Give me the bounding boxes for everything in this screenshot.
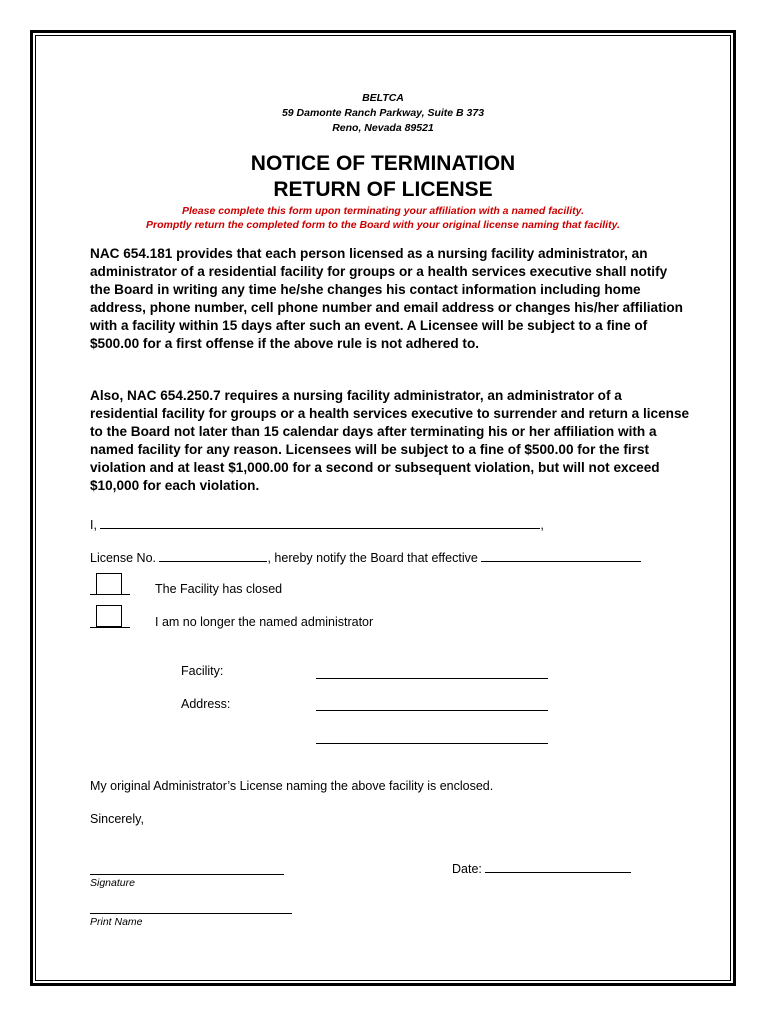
body-paragraph-2 xyxy=(90,387,690,495)
signature-label: Signature xyxy=(90,877,135,889)
checkbox-1-underline xyxy=(90,594,130,595)
name-suffix: , xyxy=(540,518,544,532)
title-line1: NOTICE OF TERMINATION xyxy=(250,152,516,175)
facility-closed-checkbox[interactable] xyxy=(96,573,122,595)
option-facility-closed: The Facility has closed xyxy=(155,582,283,596)
name-prefix: I, xyxy=(90,518,101,532)
facility-label: Facility: xyxy=(181,664,224,678)
paragraph-1-text: NAC 654.181 provides that each person licensed as a nursing facility administrator, an administrator of a residential facility for groups or a health services executive shall notify the Board in writing any time he/she changes his contact information including home address, phone number, cell phone number and email address or changes his/her affiliation with a facility within 15 days after such an event. A Licensee will be subject to a fine of $500.00 for a first offense if the above rule is not adhered to. xyxy=(90,246,683,351)
title-line2: RETURN OF LICENSE xyxy=(273,178,493,201)
org-address-line2: Reno, Nevada 89521 xyxy=(332,122,434,134)
checkbox-2-underline xyxy=(90,627,130,628)
signature-field[interactable] xyxy=(90,874,284,875)
org-name: BELTCA xyxy=(362,92,404,104)
effective-date-field[interactable] xyxy=(481,549,641,562)
paragraph-2-text: Also, NAC 654.250.7 requires a nursing facility administrator, an administrator of a residential facility for groups or a health services executive to surrender and return a license to the Board not later than 15 calendar days after terminating his or her affiliation with a named facility for any reason. Licensees will be subject to a fine of $500.00 for the first violation and at least $1,000.00 for a second or subsequent violation, but will not exceed $10,000 for each violation. xyxy=(90,388,690,493)
address-field-line1[interactable] xyxy=(316,710,548,711)
name-line xyxy=(90,516,544,533)
date-label: Date: xyxy=(452,862,486,876)
instructions-line1: Please complete this form upon terminating your affiliation with a named facility. xyxy=(182,205,584,217)
sincerely: Sincerely, xyxy=(90,812,144,826)
date-line xyxy=(452,860,631,877)
date-field[interactable] xyxy=(485,860,631,873)
license-label: License No. xyxy=(90,551,160,565)
name-field[interactable] xyxy=(100,516,540,529)
facility-field[interactable] xyxy=(316,678,548,679)
enclosed-statement: My original Administrator’s License naming the above facility is enclosed. xyxy=(90,779,494,793)
address-label: Address: xyxy=(181,697,231,711)
instructions-line2: Promptly return the completed form to the Board with your original license naming that facility. xyxy=(146,219,620,231)
print-name-label: Print Name xyxy=(90,916,143,928)
notify-text: , hereby notify the Board that effective xyxy=(267,551,482,565)
body-paragraph-1 xyxy=(90,245,690,353)
print-name-field[interactable] xyxy=(90,913,292,914)
address-field-line2[interactable] xyxy=(316,743,548,744)
org-address-line1: 59 Damonte Ranch Parkway, Suite B 373 xyxy=(281,107,485,119)
no-longer-admin-checkbox[interactable] xyxy=(96,605,122,627)
license-line xyxy=(90,549,641,566)
option-no-longer-admin: I am no longer the named administrator xyxy=(155,615,374,629)
license-number-field[interactable] xyxy=(159,549,267,562)
